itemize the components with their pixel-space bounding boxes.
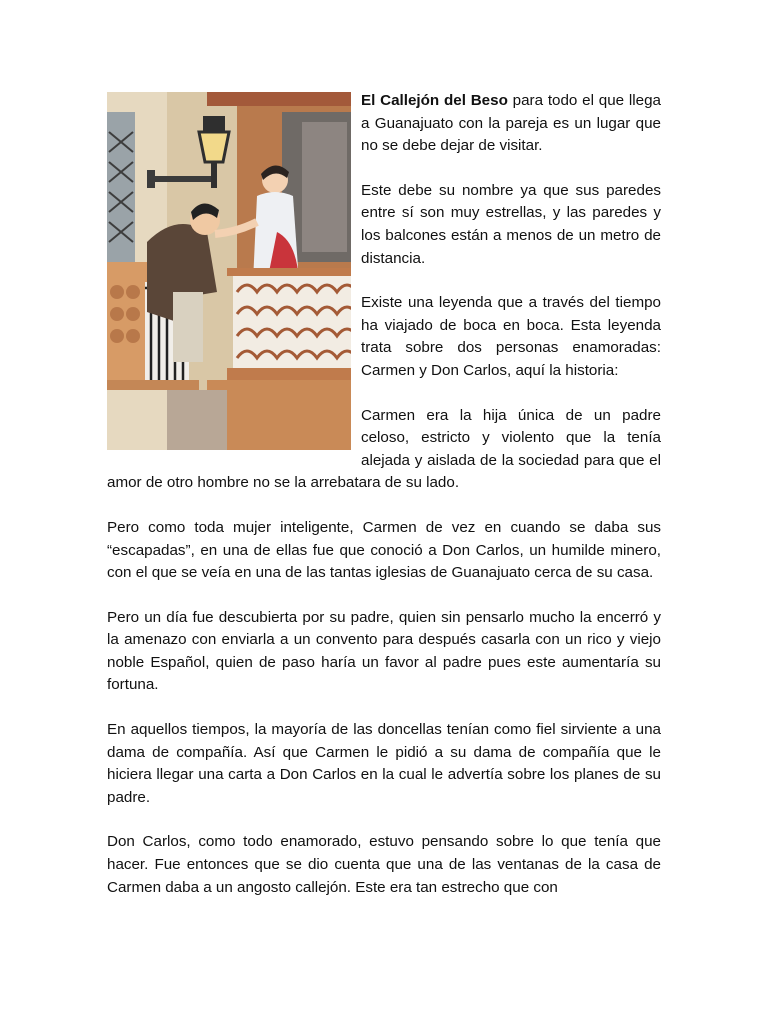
paragraph-5: Pero un día fue descubierta por su padre, quien sin pensarlo mucho la encerró y la amenazo con enviarla a un convento para después casarla con un rico y viejo noble Español, quien de paso haría un favor al padre pues este aumentaría su fortuna. [107, 608, 661, 694]
intro-text: para todo el que llega a Guanajuato con la pareja es un lugar que no se debe dejar de visitar. [361, 92, 661, 155]
paragraph-3: Carmen era la hija única de un padre celoso, estricto y violento que la tenía alejada y aislada de la sociedad para que el amor de otro hombre no se la arrebatara de su lado. [107, 406, 661, 492]
paragraph-4: Pero como toda mujer inteligente, Carmen de vez en cuando se daba sus “escapadas”, en una de ellas fue que conoció a Don Carlos, un humilde minero, con el que se veía en una de las tantas iglesias de Guanajuato cerca de su casa. [107, 518, 661, 582]
callejon-del-beso-illustration [107, 92, 351, 450]
intro-title: El Callejón del Beso [361, 92, 508, 109]
paragraph-1: Este debe su nombre ya que sus paredes entre sí son muy estrellas, y las paredes y los balcones están a menos de un metro de distancia. [361, 181, 661, 267]
document-page [107, 90, 661, 921]
paragraph-7: Don Carlos, como todo enamorado, estuvo pensando sobre lo que tenía que hacer. Fue entonces que se dio cuenta que una de las ventanas de la casa de Carmen daba a un angosto callejón. Este era tan estrecho que con [107, 833, 661, 896]
paragraph-2: Existe una leyenda que a través del tiempo ha viajado de boca en boca. Esta leyenda trata sobre dos personas enamoradas: Carmen y Don Carlos, aquí la historia: [361, 294, 661, 379]
paragraph-6: En aquellos tiempos, la mayoría de las doncellas tenían como fiel sirviente a una dama de compañía. Así que Carmen le pidió a su dama de compañía que le hiciera llegar una carta a Don Carlos en la cual le advertía sobre los planes de su padre. [107, 721, 661, 806]
